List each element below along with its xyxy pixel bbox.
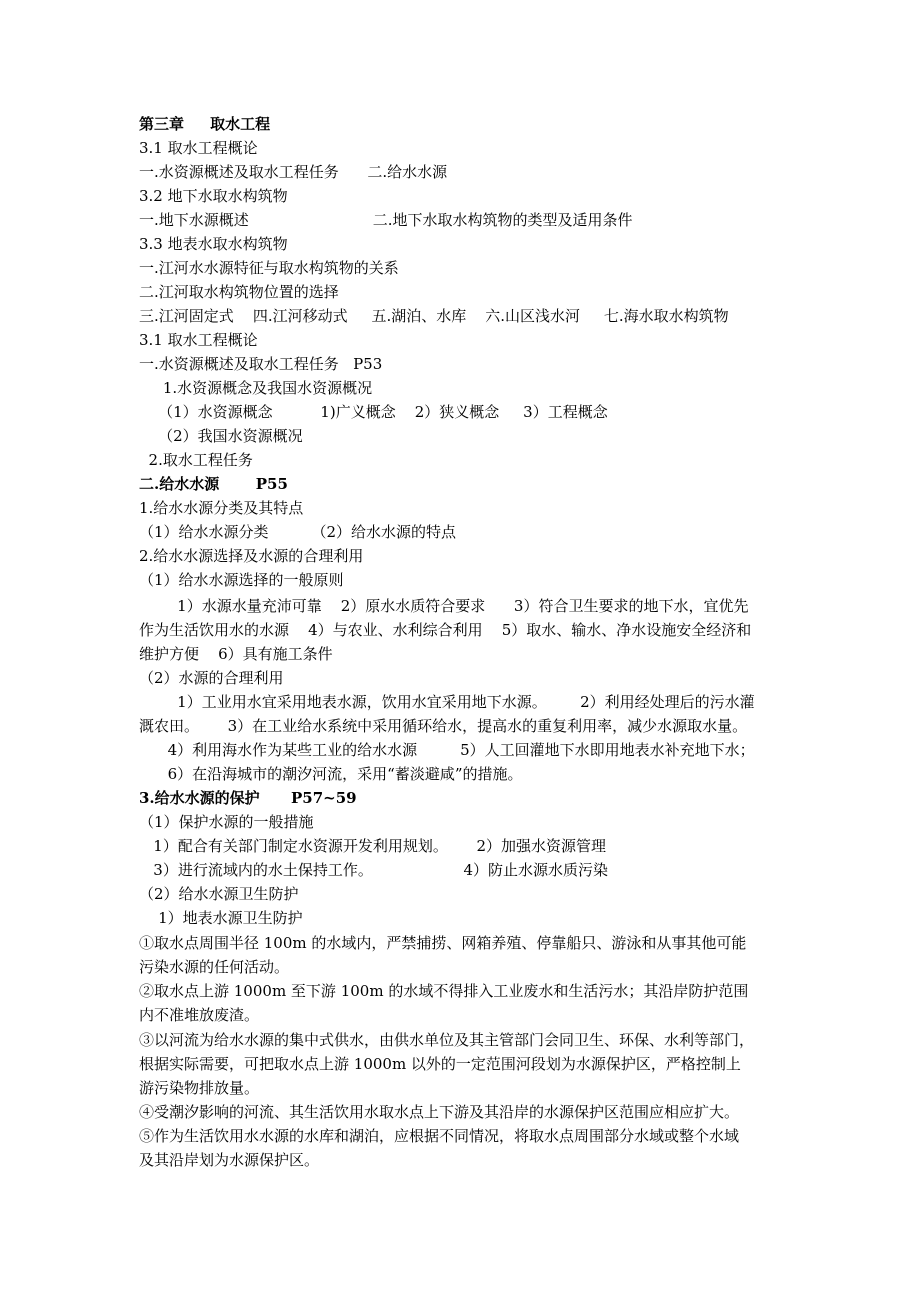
text-line: 3.1 取水工程概论 <box>139 331 258 349</box>
text-line: 一.水资源概述及取水工程任务 二.给水水源 <box>139 163 448 181</box>
text-line: 根据实际需要，可把取水点上游 1000m 以外的一定范围河段划为水源保护区，严格控制上 <box>139 1055 741 1073</box>
text-line: 及其沿岸划为水源保护区。 <box>139 1151 320 1169</box>
text-line: 3.2 地下水取水构筑物 <box>139 187 288 205</box>
text-line: 1）配合有关部门制定水资源开发利用规划。 2）加强水资源管理 <box>139 837 607 855</box>
text-line: 6）在沿海城市的潮汐河流，采用“蓄淡避咸”的措施。 <box>139 765 523 783</box>
chapter-title: 第三章 取水工程 <box>139 115 271 133</box>
text-line: （2）水源的合理利用 <box>139 669 284 687</box>
text-line: 二.江河取水构筑物位置的选择 <box>139 283 339 301</box>
text-line: （2）我国水资源概况 <box>139 427 303 445</box>
text-line: （2）给水水源卫生防护 <box>139 885 299 903</box>
text-line: 污染水源的任何活动。 <box>139 958 290 976</box>
text-line: ②取水点上游 1000m 至下游 100m 的水域不得排入工业废水和生活污水；其沿岸防护范围 <box>139 982 749 1000</box>
text-line: 作为生活饮用水的水源 4）与农业、水利综合利用 5）取水、输水、净水设施安全经济和 <box>139 621 752 639</box>
section-heading: 二.给水水源 P55 <box>139 475 288 493</box>
text-line: 1）工业用水宜采用地表水源，饮用水宜采用地下水源。 2）利用经处理后的污水灌 <box>139 693 755 711</box>
text-line: 维护方便 6）具有施工条件 <box>139 645 333 663</box>
text-line: 一.江河水水源特征与取水构筑物的关系 <box>139 259 399 277</box>
text-line: 内不准堆放废渣。 <box>139 1006 260 1024</box>
text-line: 溉农田。 3）在工业给水系统中采用循环给水，提高水的重复利用率，减少水源取水量。 <box>139 717 748 735</box>
text-line: 三.江河固定式 四.江河移动式 五.湖泊、水库 六.山区浅水河 七.海水取水构筑物 <box>139 307 729 325</box>
text-line: 3）进行流域内的水土保持工作。 4）防止水源水质污染 <box>139 861 608 879</box>
text-line: 2.取水工程任务 <box>139 451 253 469</box>
text-line: 1.水资源概念及我国水资源概况 <box>139 379 373 397</box>
text-line: （1）水资源概念 1)广义概念 2）狭义概念 3）工程概念 <box>139 403 608 421</box>
text-line: （1）给水水源分类 （2）给水水源的特点 <box>139 523 457 541</box>
section-heading: 一.水资源概述及取水工程任务 P53 <box>139 355 383 373</box>
text-line: 1）水源水量充沛可靠 2）原水水质符合要求 3）符合卫生要求的地下水，宜优先 <box>139 597 749 615</box>
text-line: 1.给水水源分类及其特点 <box>139 499 304 517</box>
text-line: 3.3 地表水取水构筑物 <box>139 235 288 253</box>
text-line: （1）给水水源选择的一般原则 <box>139 571 344 589</box>
text-line: ⑤作为生活饮用水水源的水库和湖泊，应根据不同情况，将取水点周围部分水域或整个水域 <box>139 1127 740 1145</box>
text-line: ③以河流为给水水源的集中式供水，由供水单位及其主管部门会同卫生、环保、水利等部门， <box>139 1031 755 1049</box>
text-line: 2.给水水源选择及水源的合理利用 <box>139 547 364 565</box>
text-line: 3.1 取水工程概论 <box>139 139 258 157</box>
text-line: ④受潮汐影响的河流、其生活饮用水取水点上下游及其沿岸的水源保护区范围应相应扩大。 <box>139 1103 740 1121</box>
text-line: （1）保护水源的一般措施 <box>139 813 314 831</box>
text-line: 游污染物排放量。 <box>139 1079 260 1097</box>
text-line: 一.地下水源概述 二.地下水取水构筑物的类型及适用条件 <box>139 211 633 229</box>
section-heading: 3.给水水源的保护 P57~59 <box>139 789 357 807</box>
text-line: 1）地表水源卫生防护 <box>139 909 303 927</box>
text-line: 4）利用海水作为某些工业的给水水源 5）人工回灌地下水即用地表水补充地下水； <box>139 741 755 759</box>
text-line: ①取水点周围半径 100m 的水域内，严禁捕捞、网箱养殖、停靠船只、游泳和从事其他可能 <box>139 934 747 952</box>
